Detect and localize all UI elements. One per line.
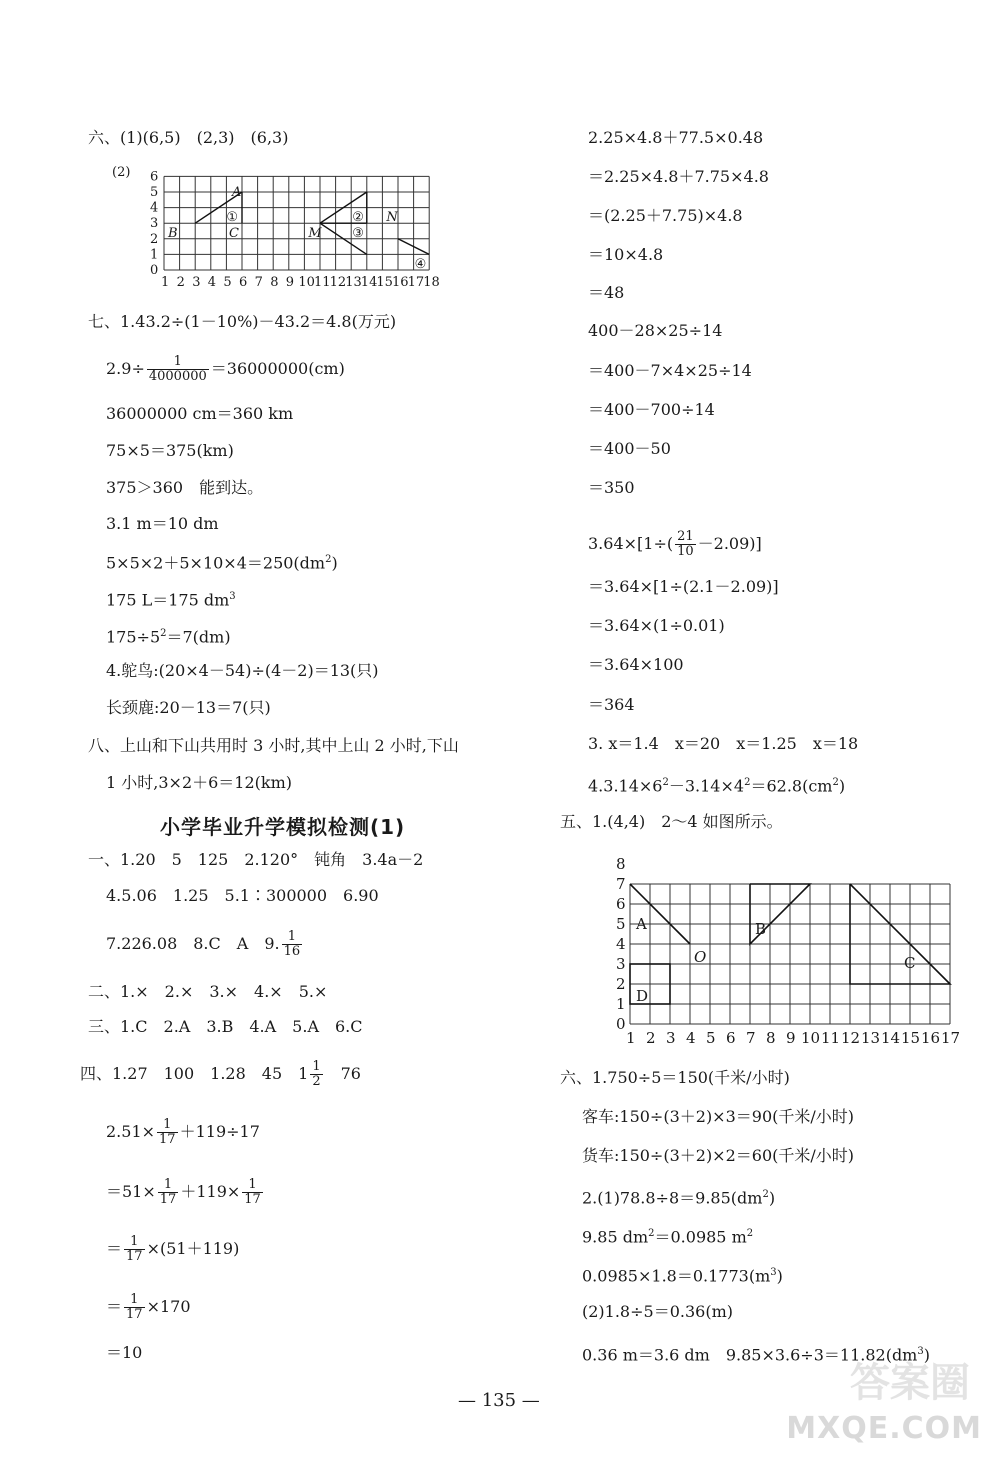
s7-line9 xyxy=(106,624,231,647)
frac-num: 1 xyxy=(158,1178,179,1193)
q4-l3a: ＝51× xyxy=(106,1182,156,1201)
q1-l3a: 7.226.08 8.C A 9. xyxy=(106,934,280,953)
y-tick-label: 0 xyxy=(616,1015,626,1033)
r-h7: (2)1.8÷5＝0.36(m) xyxy=(582,1302,733,1321)
x-tick-label: 16 xyxy=(392,275,409,290)
x-tick-label: 17 xyxy=(941,1029,961,1047)
sup: 2 xyxy=(832,777,839,788)
s7-l8a: 175 L＝175 dm xyxy=(106,590,230,610)
q4-line5 xyxy=(106,1293,191,1322)
x-tick-label: 6 xyxy=(726,1029,736,1047)
r-e1b: －2.09)] xyxy=(697,534,762,553)
x-tick-label: 15 xyxy=(901,1029,921,1047)
s7-line1: 七、1.43.2÷(1－10%)－43.2＝4.8(万元) xyxy=(88,312,397,331)
label-o: O xyxy=(694,948,707,966)
x-tick-label: 10 xyxy=(298,275,315,290)
r-h3: 货车:150÷(3＋2)×2＝60(千米/小时) xyxy=(582,1146,855,1165)
r-e4: ＝3.64×100 xyxy=(588,655,684,674)
q4-l3b: ＋119× xyxy=(180,1182,241,1201)
label-a: A xyxy=(232,185,242,200)
r-g1: 五、1.(4,4) 2～4 如图所示。 xyxy=(560,812,783,831)
grid1-svg xyxy=(108,160,468,295)
r-h2: 客车:150÷(3＋2)×3＝90(千米/小时) xyxy=(582,1107,855,1126)
sup: 2 xyxy=(662,777,669,788)
r-f2 xyxy=(588,773,845,796)
q4-l2b: ＋119÷17 xyxy=(179,1122,260,1141)
sup: 2 xyxy=(746,1228,754,1239)
coordinate-grid-1 xyxy=(108,160,468,299)
r-h4b: ) xyxy=(768,1188,776,1208)
grid2-svg xyxy=(590,852,970,1052)
y-tick-label: 1 xyxy=(616,995,626,1013)
r-h1: 六、1.750÷5＝150(千米/小时) xyxy=(560,1068,790,1087)
y-tick-label: 0 xyxy=(150,263,159,278)
watermark-logo: 答案圈 xyxy=(850,1360,970,1406)
x-tick-label: 4 xyxy=(207,275,217,290)
y-tick-label: 8 xyxy=(616,855,626,873)
s7-line3: 36000000 cm＝360 km xyxy=(106,404,294,423)
q2-line: 二、1.× 2.× 3.× 4.× 5.× xyxy=(88,982,328,1001)
x-tick-label: 18 xyxy=(423,275,440,290)
r-f2a: 4.3.14×6 xyxy=(588,776,663,796)
r-e2: ＝3.64×[1÷(2.1－2.09)] xyxy=(588,577,779,596)
x-tick-label: 12 xyxy=(841,1029,861,1047)
s7-l7b: ) xyxy=(331,553,338,573)
frac-num: 1 xyxy=(312,1059,321,1074)
r-h5b: ＝0.0985 m xyxy=(654,1227,747,1247)
frac-den: 10 xyxy=(677,544,694,559)
shape-a-hypotenuse xyxy=(630,884,690,944)
r-f2b: －3.14×4 xyxy=(668,776,745,796)
x-tick-label: 2 xyxy=(176,275,185,290)
fraction xyxy=(147,355,209,384)
q4-line4 xyxy=(106,1235,239,1264)
s7-line10: 4.鸵鸟:(20×4－54)÷(4－2)＝13(只) xyxy=(106,661,379,680)
label-b: B xyxy=(168,225,178,241)
y-tick-label: 2 xyxy=(616,975,626,993)
x-tick-label: 3 xyxy=(192,275,201,290)
r-d2: ＝400－7×4×25÷14 xyxy=(588,361,752,380)
s7-line4: 75×5＝375(km) xyxy=(106,441,234,460)
r-h6a: 0.0985×1.8＝0.1773(m xyxy=(582,1266,771,1286)
coordinate-grid-2 xyxy=(590,852,970,1056)
r-c5: ＝48 xyxy=(588,283,625,302)
y-tick-label: 3 xyxy=(150,216,159,232)
r-d5: ＝350 xyxy=(588,478,635,497)
s7-line5: 375＞360 能到达。 xyxy=(106,478,264,497)
s8-line1: 八、上山和下山共用时 3 小时,其中上山 2 小时,下山 xyxy=(88,736,459,755)
r-h8b: ) xyxy=(923,1345,930,1365)
q4-line3 xyxy=(106,1178,265,1207)
frac-num: 1 xyxy=(124,1293,145,1308)
label-d: D xyxy=(636,987,649,1005)
q4-line6: ＝10 xyxy=(106,1343,143,1362)
q1-line2: 4.5.06 1.25 5.1∶300000 6.90 xyxy=(106,886,379,905)
sup: 2 xyxy=(325,554,332,565)
x-tick-label: 4 xyxy=(686,1029,696,1047)
r-h8a: 0.36 m＝3.6 dm 9.85×3.6÷3＝11.82(dm xyxy=(582,1345,918,1365)
label-a: A xyxy=(636,915,647,933)
frac-den: 17 xyxy=(126,1249,143,1264)
x-tick-label: 8 xyxy=(270,275,279,290)
sup: 3 xyxy=(917,1346,924,1357)
frac-num: 1 xyxy=(242,1178,263,1193)
r-h5a: 9.85 dm xyxy=(582,1227,649,1247)
label-n: N xyxy=(386,210,398,226)
r-c3: ＝(2.25＋7.75)×4.8 xyxy=(588,206,743,225)
r-e5: ＝364 xyxy=(588,695,635,714)
s7-l2a: 2.9÷ xyxy=(106,359,145,378)
frac-den: 16 xyxy=(283,944,301,959)
x-tick-label: 8 xyxy=(766,1029,776,1047)
r-c2: ＝2.25×4.8＋7.75×4.8 xyxy=(588,167,769,186)
x-tick-label: 9 xyxy=(786,1029,796,1047)
fraction xyxy=(158,1178,179,1207)
frac-num: 1 xyxy=(157,1118,178,1133)
label-c: C xyxy=(229,225,239,241)
s7-line11: 长颈鹿:20－13＝7(只) xyxy=(106,698,271,717)
y-tick-label: 2 xyxy=(150,231,159,247)
sup: 2 xyxy=(648,1228,655,1239)
x-tick-label: 14 xyxy=(881,1029,901,1047)
sup: 2 xyxy=(160,628,167,639)
x-tick-label: 10 xyxy=(801,1029,821,1047)
q4-l2a: 2.51× xyxy=(106,1122,156,1141)
label-c: C xyxy=(904,954,916,972)
r-e1 xyxy=(588,530,762,559)
section-heading: 小学毕业升学模拟检测(1) xyxy=(160,815,406,839)
r-h6 xyxy=(582,1263,783,1286)
y-tick-label: 4 xyxy=(150,200,159,216)
sup: 3 xyxy=(229,591,236,602)
r-f2d: ) xyxy=(838,776,846,796)
sup: 3 xyxy=(770,1267,777,1278)
s6-sub-label: (2) xyxy=(112,165,131,180)
x-tick-label: 5 xyxy=(223,275,232,290)
x-tick-label: 14 xyxy=(360,275,378,290)
q1-line1: 一、1.20 5 125 2.120° 钝角 3.4a－2 xyxy=(88,850,424,869)
x-tick-label: 7 xyxy=(746,1029,756,1047)
label-circle-2: ② xyxy=(352,210,364,226)
s7-l9b: ＝7(dm) xyxy=(166,627,231,647)
frac-den: 17 xyxy=(159,1192,177,1207)
x-tick-label: 11 xyxy=(821,1029,841,1047)
y-tick-label: 1 xyxy=(150,247,159,263)
r-h4 xyxy=(582,1185,775,1208)
r-e3: ＝3.64×(1÷0.01) xyxy=(588,616,725,635)
s7-line7 xyxy=(106,550,338,573)
sup: 2 xyxy=(762,1189,769,1200)
fraction xyxy=(157,1118,178,1147)
x-tick-label: 1 xyxy=(161,275,170,290)
label-circle-1: ① xyxy=(226,210,239,226)
r-e1a: 3.64×[1÷( xyxy=(588,534,674,553)
r-f2c: ＝62.8(cm xyxy=(750,776,833,796)
fraction xyxy=(242,1178,263,1207)
q4-l5a: ＝ xyxy=(106,1297,123,1316)
q4-line1 xyxy=(80,1060,361,1089)
q4-l1a: 四、1.27 100 1.28 45 1 xyxy=(80,1064,309,1083)
frac-den: 17 xyxy=(244,1192,261,1207)
s7-line8 xyxy=(106,587,236,610)
s7-line6: 3.1 m＝10 dm xyxy=(106,514,219,533)
r-d3: ＝400－700÷14 xyxy=(588,400,715,419)
fraction xyxy=(282,930,303,959)
q4-l1b: 76 xyxy=(324,1064,361,1083)
s7-l9a: 175÷5 xyxy=(106,627,161,647)
q1-line3 xyxy=(106,930,304,959)
r-d4: ＝400－50 xyxy=(588,439,671,458)
r-f1: 3. x＝1.4 x＝20 x＝1.25 x＝18 xyxy=(588,734,859,753)
x-tick-label: 1 xyxy=(626,1029,636,1047)
shape-c-triangle xyxy=(850,884,950,984)
frac-num: 1 xyxy=(282,930,303,945)
s8-line2: 1 小时,3×2＋6＝12(km) xyxy=(106,773,293,792)
watermark-url: MXQE.COM xyxy=(786,1411,982,1446)
x-tick-label: 2 xyxy=(646,1029,656,1047)
fraction xyxy=(124,1235,145,1264)
frac-den: 17 xyxy=(159,1132,176,1147)
q4-l5b: ×170 xyxy=(146,1297,191,1316)
y-tick-label: 5 xyxy=(616,915,626,933)
y-tick-label: 6 xyxy=(150,169,159,185)
frac-den: 17 xyxy=(126,1307,143,1322)
x-tick-label: 9 xyxy=(285,275,295,290)
x-tick-label: 5 xyxy=(706,1029,716,1047)
x-tick-label: 15 xyxy=(376,275,393,290)
r-h6b: ) xyxy=(776,1266,783,1286)
q4-l4a: ＝ xyxy=(106,1239,123,1258)
label-m: M xyxy=(308,225,322,241)
frac-num: 1 xyxy=(124,1235,145,1250)
r-c4: ＝10×4.8 xyxy=(588,245,664,264)
r-h4a: 2.(1)78.8÷8＝9.85(dm xyxy=(582,1188,763,1208)
y-tick-label: 3 xyxy=(616,955,626,973)
sup: 2 xyxy=(744,777,751,788)
label-circle-3: ③ xyxy=(352,225,364,241)
s7-line2 xyxy=(106,355,345,384)
q3-line: 三、1.C 2.A 3.B 4.A 5.A 6.C xyxy=(88,1017,363,1036)
frac-num: 1 xyxy=(147,355,209,370)
page-number: — 135 — xyxy=(458,1390,540,1411)
x-tick-label: 6 xyxy=(239,275,248,290)
r-h5 xyxy=(582,1224,753,1247)
x-tick-label: 13 xyxy=(861,1029,881,1047)
s7-l7a: 5×5×2＋5×10×4＝250(dm xyxy=(106,553,326,573)
frac-den: 4000000 xyxy=(148,369,207,384)
x-tick-label: 16 xyxy=(921,1029,941,1047)
fraction xyxy=(675,530,696,559)
x-tick-label: 7 xyxy=(254,275,263,290)
fraction xyxy=(124,1293,145,1322)
s6-title: 六、(1)(6,5) (2,3) (6,3) xyxy=(88,128,289,147)
x-tick-label: 17 xyxy=(407,275,425,290)
frac-den: 2 xyxy=(312,1074,321,1089)
q4-l4b: ×(51＋119) xyxy=(146,1239,240,1258)
fraction xyxy=(310,1060,322,1089)
q4-line2 xyxy=(106,1118,260,1147)
r-c1: 2.25×4.8＋77.5×0.48 xyxy=(588,128,764,147)
label-circle-4: ④ xyxy=(414,257,427,272)
s7-l2b: ＝36000000(cm) xyxy=(210,359,345,378)
frac-num: 21 xyxy=(677,529,694,544)
y-tick-label: 6 xyxy=(616,895,626,913)
r-d1: 400－28×25÷14 xyxy=(588,321,723,340)
y-tick-label: 5 xyxy=(150,185,159,200)
x-tick-label: 3 xyxy=(666,1029,676,1047)
x-tick-label: 12 xyxy=(329,275,347,290)
y-tick-label: 7 xyxy=(616,875,626,893)
y-tick-label: 4 xyxy=(616,935,626,953)
label-b: B xyxy=(755,920,767,938)
x-tick-label: 13 xyxy=(345,275,362,290)
x-tick-label: 11 xyxy=(314,275,331,290)
